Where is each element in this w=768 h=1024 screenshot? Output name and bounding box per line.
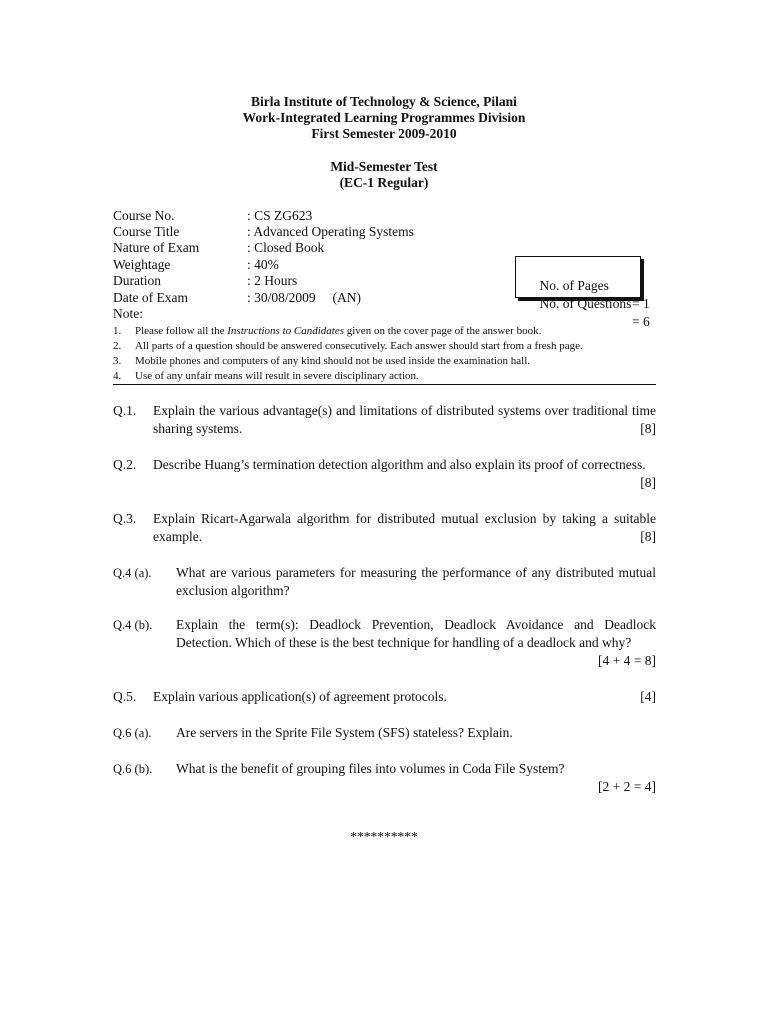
question-marks: [8] — [640, 421, 656, 436]
end-marker: ********** — [350, 829, 418, 844]
meta-label-course-no: Course No. — [113, 208, 175, 223]
question-marks: [4 + 4 = 8] — [598, 653, 656, 668]
question-text: Explain various application(s) of agreement protocols. — [153, 689, 447, 704]
question-number: Q.4 (a). — [113, 566, 152, 580]
regulation-title: (EC-1 Regular) — [339, 175, 429, 190]
question-text: What is the benefit of grouping files into volumes in Coda File System? — [176, 761, 565, 776]
question-text: Explain Ricart-Agarwala algorithm for distributed mutual exclusion by taking a suitable example. — [153, 511, 656, 544]
note-title: Note: — [113, 306, 143, 321]
pages-questions-box — [515, 256, 650, 329]
question-text: Are servers in the Sprite File System (SFS) stateless? Explain. — [176, 725, 513, 740]
note-number: 1. — [113, 325, 122, 337]
question-4a — [113, 564, 656, 600]
question-6a — [113, 724, 656, 742]
question-number: Q.6 (a). — [113, 726, 152, 740]
division-name: Work-Integrated Learning Programmes Division — [242, 110, 526, 125]
question-5 — [113, 688, 656, 706]
note-number: 3. — [113, 355, 122, 367]
semester-title: First Semester 2009-2010 — [311, 126, 457, 141]
question-text: Describe Huang’s termination detection algorithm and also explain its proof of correctness. — [153, 457, 646, 472]
questions-value: = 6 — [632, 314, 650, 329]
meta-value-duration: : 2 Hours — [247, 273, 298, 288]
question-text: Explain the various advantage(s) and limitations of distributed systems over traditional time sharing systems. — [153, 403, 656, 436]
question-4b — [113, 616, 656, 670]
note-number: 4. — [113, 370, 122, 382]
meta-value-nature: : Closed Book — [247, 240, 325, 255]
meta-label-nature: Nature of Exam — [113, 240, 200, 255]
question-text: What are various parameters for measuring the performance of any distributed mutual exclusion algorithm? — [176, 565, 656, 598]
meta-value-course-no: : CS ZG623 — [247, 208, 313, 223]
institute-name: Birla Institute of Technology & Science, Pilani — [251, 94, 517, 109]
question-number: Q.4 (b). — [113, 618, 153, 632]
question-2 — [113, 456, 656, 492]
question-number: Q.5. — [113, 689, 137, 704]
meta-label-duration: Duration — [113, 273, 161, 288]
note-text-emphasis: Instructions to Candidates — [227, 325, 344, 337]
note-number: 2. — [113, 340, 122, 352]
note-item-4 — [113, 369, 419, 383]
question-number: Q.3. — [113, 511, 137, 526]
meta-label-course-title: Course Title — [113, 224, 180, 239]
note-text: All parts of a question should be answered consecutively. Each answer should start from a fresh page. — [135, 340, 583, 352]
question-text: Explain the term(s): Deadlock Prevention, Deadlock Avoidance and Deadlock Detection. Which of these is the best technique for handling of a deadlock and why? — [176, 617, 656, 650]
pages-value: = 1 — [632, 296, 650, 311]
question-marks: [8] — [640, 529, 656, 544]
note-item-1 — [113, 324, 541, 338]
divider-rule — [113, 384, 656, 385]
note-item-3 — [113, 354, 530, 368]
meta-label-date: Date of Exam — [113, 290, 188, 305]
note-text-post: given on the cover page of the answer book. — [344, 325, 542, 337]
meta-value-date: : 30/08/2009 (AN) — [247, 290, 361, 305]
question-1 — [113, 402, 656, 438]
note-text: Use of any unfair means will result in severe disciplinary action. — [135, 370, 419, 382]
note-text-pre: Please follow all the — [135, 325, 228, 337]
pages-label: No. of Pages — [539, 278, 609, 293]
note-item-2 — [113, 339, 583, 353]
question-marks: [2 + 2 = 4] — [598, 779, 656, 794]
question-number: Q.6 (b). — [113, 762, 153, 776]
question-marks: [4] — [640, 689, 656, 704]
test-title: Mid-Semester Test — [330, 159, 438, 174]
question-number: Q.2. — [113, 457, 137, 472]
meta-value-course-title: : Advanced Operating Systems — [247, 224, 414, 239]
question-3 — [113, 510, 656, 546]
meta-label-weightage: Weightage — [113, 257, 171, 272]
questions-label: No. of Questions — [539, 296, 632, 311]
note-text: Mobile phones and computers of any kind should not be used inside the examination hall. — [135, 355, 531, 367]
question-number: Q.1. — [113, 403, 137, 418]
meta-value-weightage: : 40% — [247, 257, 279, 272]
question-marks: [8] — [640, 475, 656, 490]
question-6b — [113, 760, 656, 796]
